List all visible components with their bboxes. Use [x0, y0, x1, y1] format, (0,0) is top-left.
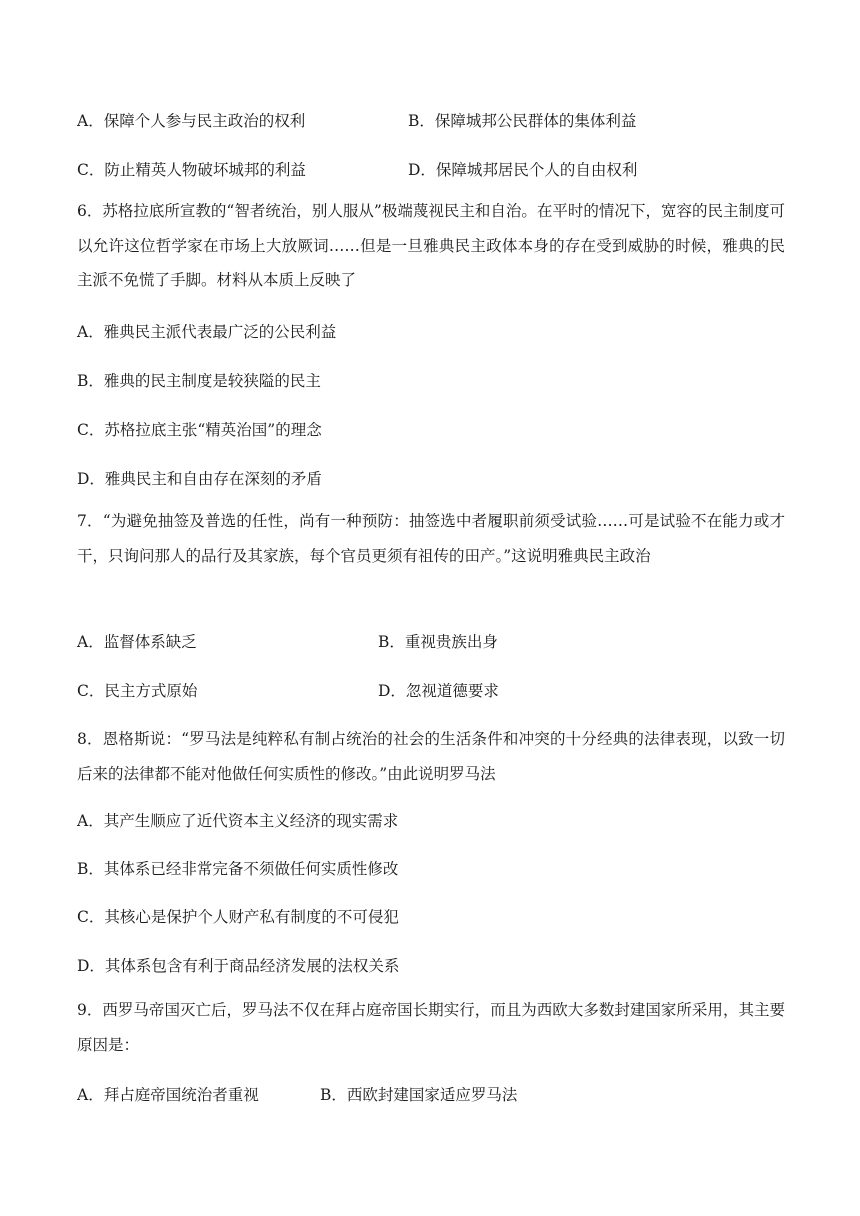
q9-option-a[interactable]: A．拜占庭帝国统治者重视 [77, 1086, 259, 1104]
q5-option-a[interactable]: A．保障个人参与民主政治的权利 [77, 112, 306, 130]
q8-option-d[interactable]: D．其体系包含有利于商品经济发展的法权关系 [77, 957, 400, 975]
q7-option-c[interactable]: C．民主方式原始 [77, 682, 198, 700]
q6-option-c[interactable]: C．苏格拉底主张“精英治国”的理念 [77, 421, 322, 439]
q8-stem: 8．恩格斯说：“罗马法是纯粹私有制占统治的社会的生活条件和冲突的十分经典的法律表现，以致一切后来的法律都不能对他做任何实质性的修改。”由此说明罗马法 [77, 730, 785, 783]
q8-option-a[interactable]: A．其产生顺应了近代资本主义经济的现实需求 [77, 812, 399, 830]
q9-stem: 9．西罗马帝国灭亡后，罗马法不仅在拜占庭帝国长期实行，而且为西欧大多数封建国家所采用，其主要原因是： [77, 1001, 785, 1054]
q7-option-b[interactable]: B．重视贵族出身 [378, 633, 498, 651]
q9-option-b[interactable]: B．西欧封建国家适应罗马法 [320, 1086, 518, 1104]
q5-option-b[interactable]: B．保障城邦公民群体的集体利益 [408, 112, 637, 130]
q7-option-d[interactable]: D．忽视道德要求 [378, 682, 499, 700]
q8-option-b[interactable]: B．其体系已经非常完备不须做任何实质性修改 [77, 860, 399, 878]
q6-option-d[interactable]: D．雅典民主和自由存在深刻的矛盾 [77, 470, 322, 488]
q6-option-b[interactable]: B．雅典的民主制度是较狭隘的民主 [77, 372, 321, 390]
q7-stem: 7．“为避免抽签及普选的任性，尚有一种预防：抽签选中者履职前须受试验……可是试验不在能力或才干，只询问那人的品行及其家族，每个官员更须有祖传的田产。”这说明雅典民主政治 [77, 512, 785, 565]
q7-option-a[interactable]: A．监督体系缺乏 [77, 633, 197, 651]
q5-option-c[interactable]: C．防止精英人物破坏城邦的利益 [77, 161, 306, 179]
q8-option-c[interactable]: C．其核心是保护个人财产私有制度的不可侵犯 [77, 908, 399, 926]
q6-option-a[interactable]: A．雅典民主派代表最广泛的公民利益 [77, 323, 337, 341]
q6-stem: 6．苏格拉底所宣教的“智者统治，别人服从”极端蔑视民主和自治。在平时的情况下，宽容的民主制度可以允许这位哲学家在市场上大放厥词……但是一旦雅典民主政体本身的存在受到威胁的时候，雅典的民主派不免慌了手脚。材料从本质上反映了 [77, 202, 785, 289]
q5-option-d[interactable]: D．保障城邦居民个人的自由权利 [408, 161, 638, 179]
